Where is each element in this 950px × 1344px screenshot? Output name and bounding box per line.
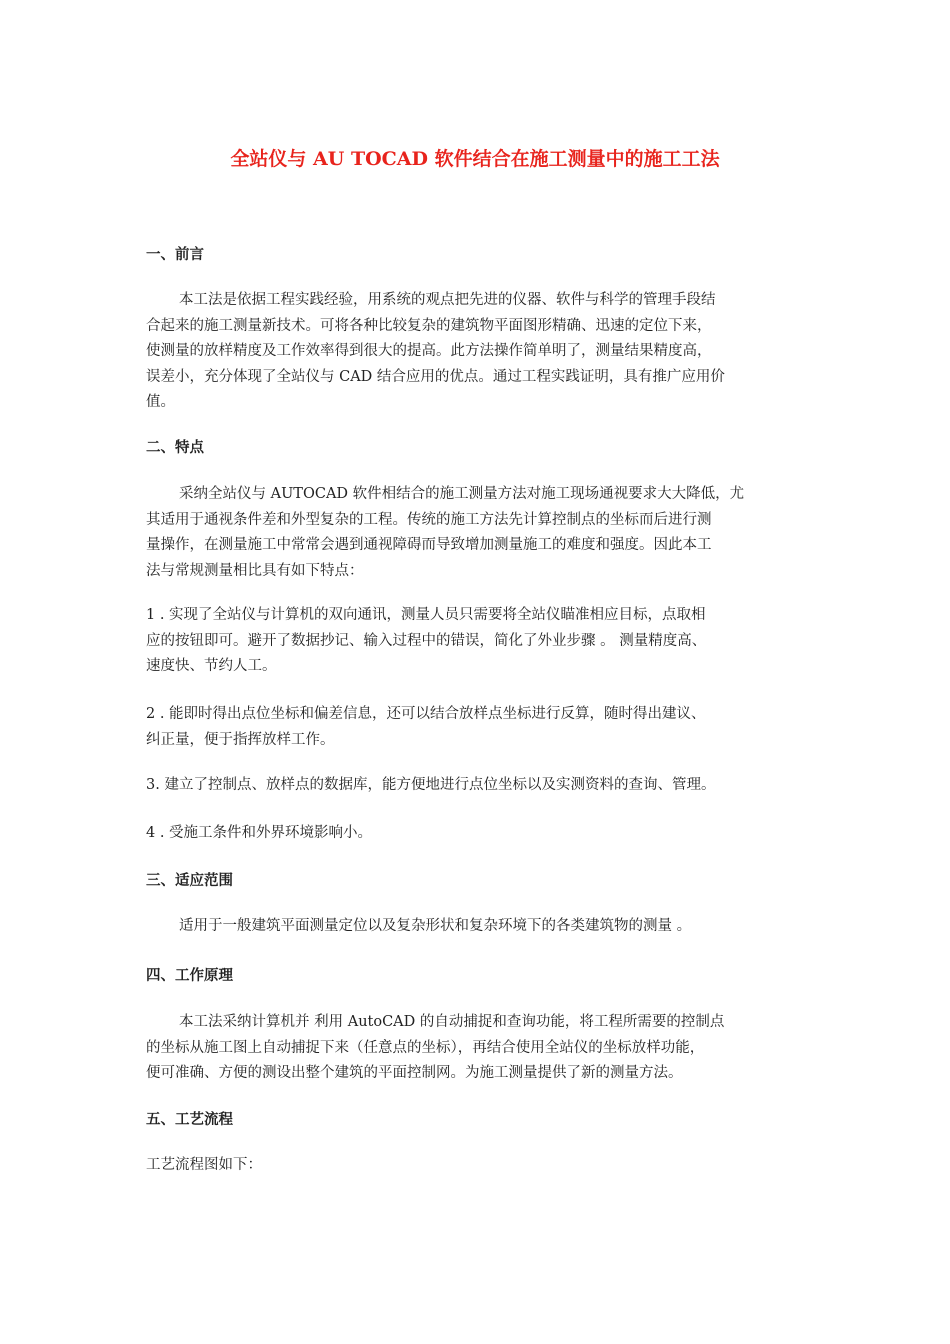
paragraph-line: 2 . 能即时得出点位坐标和偏差信息，还可以结合放样点坐标进行反算，随时得出建议、 <box>146 706 706 722</box>
paragraph-line: 采纳全站仪与 AUTOCAD 软件相结合的施工测量方法对施工现场通视要求大大降低，尤 <box>179 486 745 502</box>
paragraph-line: 其适用于通视条件差和外型复杂的工程。传统的施工方法先计算控制点的坐标而后进行测 <box>146 511 712 528</box>
paragraph-line: 应的按钮即可。避开了数据抄记、输入过程中的错误，简化了外业步骤 。 测量精度高、 <box>146 632 707 649</box>
paragraph-line: 误差小，充分体现了全站仪与 CAD 结合应用的优点。通过工程实践证明，具有推广应用价 <box>146 368 725 385</box>
paragraph-line: 工艺流程图如下： <box>146 1157 262 1173</box>
paragraph-line: 本工法是依据工程实践经验，用系统的观点把先进的仪器、软件与科学的管理手段结 <box>179 292 716 308</box>
paragraph-line: 量操作，在测量施工中常常会遇到通视障碍而导致增加测量施工的难度和强度。因此本工 <box>146 537 712 553</box>
paragraph-line: 使测量的放样精度及工作效率得到很大的提高。此方法操作简单明了，测量结果精度高， <box>146 343 712 359</box>
paragraph-line: 1 . 实现了全站仪与计算机的双向通讯，测量人员只需要将全站仪瞄准相应目标，点取相 <box>146 607 706 623</box>
paragraph-line: 的坐标从施工图上自动捕捉下来（任意点的坐标），再结合使用全站仪的坐标放样功能， <box>146 1039 705 1056</box>
paragraph-line: 纠正量，便于指挥放样工作。 <box>146 731 335 748</box>
scope-paragraph <box>146 914 810 940</box>
section-heading-principle: 四、工作原理 <box>146 967 233 984</box>
principle-paragraph <box>146 1010 810 1087</box>
feature-item-2 <box>146 702 810 753</box>
feature-item-1 <box>146 603 810 680</box>
paragraph-line: 本工法采纳计算机并 利用 AutoCAD 的自动捕捉和查询功能，将工程所需要的控制点 <box>179 1014 725 1030</box>
features-intro-paragraph <box>146 482 810 584</box>
preface-paragraph <box>146 288 810 416</box>
section-heading-preface: 一、前言 <box>146 246 204 263</box>
paragraph-line: 适用于一般建筑平面测量定位以及复杂形状和复杂环境下的各类建筑物的测量 。 <box>179 918 692 934</box>
section-heading-features: 二、特点 <box>146 439 204 456</box>
document-title: 全站仪与 AU TOCAD 软件结合在施工测量中的施工工法 <box>230 148 720 170</box>
paragraph-line: 便可准确、方便的测设出整个建筑的平面控制网。为施工测量提供了新的测量方法。 <box>146 1065 683 1081</box>
paragraph-line: 4 . 受施工条件和外界环境影响小。 <box>146 825 373 841</box>
process-paragraph <box>146 1153 810 1179</box>
paragraph-line: 法与常规测量相比具有如下特点： <box>146 562 364 579</box>
paragraph-line: 合起来的施工测量新技术。可将各种比较复杂的建筑物平面图形精确、迅速的定位下来， <box>146 317 712 334</box>
section-heading-scope: 三、适应范围 <box>146 872 233 889</box>
feature-item-4 <box>146 821 810 847</box>
paragraph-line: 值。 <box>146 394 175 410</box>
feature-item-3 <box>146 773 810 799</box>
paragraph-line: 速度快、节约人工。 <box>146 658 277 674</box>
section-heading-process: 五、工艺流程 <box>146 1111 233 1128</box>
paragraph-line: 3. 建立了控制点、放样点的数据库，能方便地进行点位坐标以及实测资料的查询、管理。 <box>146 777 716 793</box>
